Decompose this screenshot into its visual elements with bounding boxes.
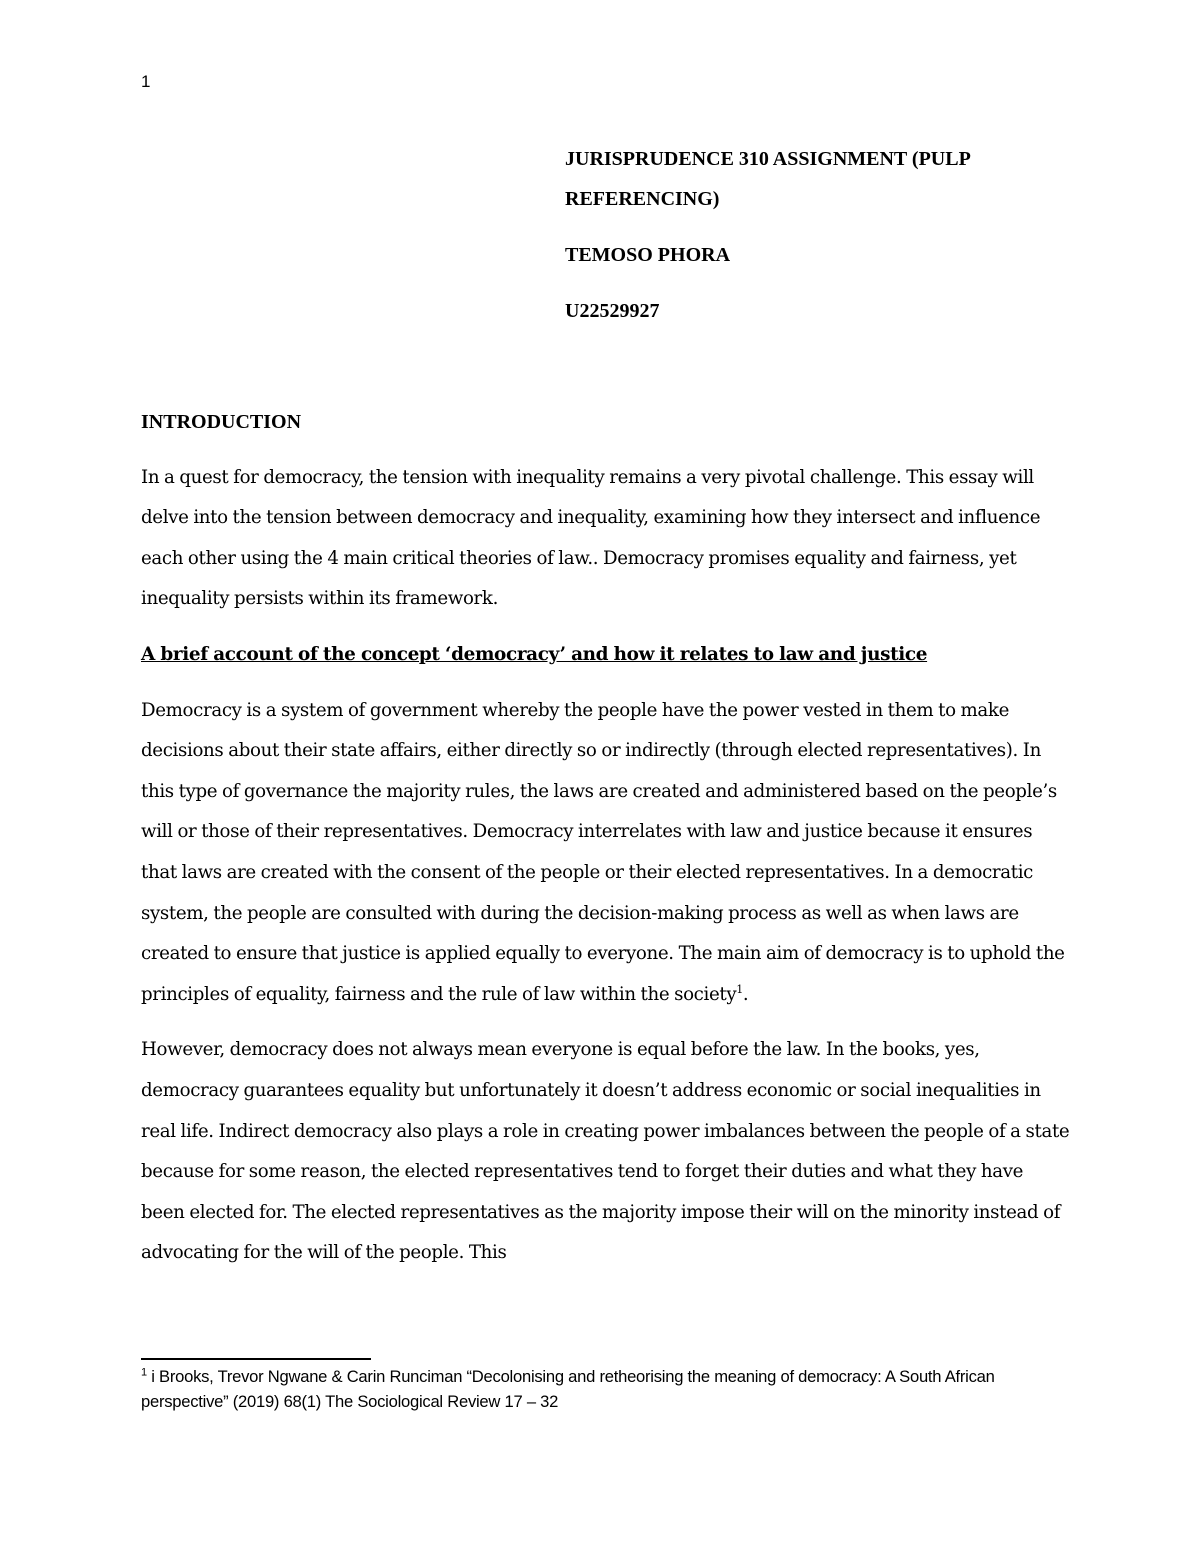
section-paragraph-2: However, democracy does not always mean everyone is equal before the law. In the books, yes, democracy guarantees equality but unfortunately it doesn’t address economic or social inequalities in real life. Indirect democracy also plays a role in creating power imbalances between the people of a state because for some reason, the elected representatives tend to forget their duties and what they have been elected for. The elected representatives as the majority impose their will on the minority instead of advocating for the will of the people. This xyxy=(141,1039,1070,1264)
introduction-heading: INTRODUCTION xyxy=(141,411,302,433)
footnote-text: i Brooks, Trevor Ngwane & Carin Runciman “Decolonising and retheorising the meaning of democracy: A South African perspective” (2019) 68(1) The Sociological Review 17 – 32 xyxy=(141,1367,995,1411)
section-heading: A brief account of the concept ‘democracy’ and how it relates to law and justice xyxy=(141,643,928,665)
section-paragraph-1-end: . xyxy=(742,983,749,1005)
footnote xyxy=(141,1364,1071,1414)
introduction-paragraph: In a quest for democracy, the tension with inequality remains a very pivotal challenge. This essay will delve into the tension between democracy and inequality, examining how they intersect and influence each other using the 4 main critical theories of law.. Democracy promises equality and fairness, yet inequality persists within its framework. xyxy=(141,466,1041,610)
document-body xyxy=(141,402,1071,1289)
section-paragraph-1 xyxy=(141,691,1071,1016)
footnote-separator xyxy=(141,1358,371,1360)
assignment-title: JURISPRUDENCE 310 ASSIGNMENT (PULP REFERENCING) xyxy=(565,148,970,210)
footnote-reference: 1 xyxy=(736,982,743,996)
page-number: 1 xyxy=(141,72,151,91)
author-name: TEMOSO PHORA xyxy=(565,244,731,266)
title-block xyxy=(565,139,1085,347)
section-paragraph-1-text: Democracy is a system of government whereby the people have the power vested in them to make decisions about their state affairs, either directly so or indirectly (through elected representatives). In this type of governance the majority rules, the laws are created and administered based on the people’s will or those of their representatives. Democracy interrelates with law and justice because it ensures that laws are created with the consent of the people or their elected representatives. In a democratic system, the people are consulted with during the decision-making process as well as when laws are created to ensure that justice is applied equally to everyone. The main aim of democracy is to uphold the principles of equality, fairness and the rule of law within the society xyxy=(141,699,1065,1005)
footnote-marker: 1 xyxy=(141,1366,147,1379)
student-number: U22529927 xyxy=(565,300,660,322)
